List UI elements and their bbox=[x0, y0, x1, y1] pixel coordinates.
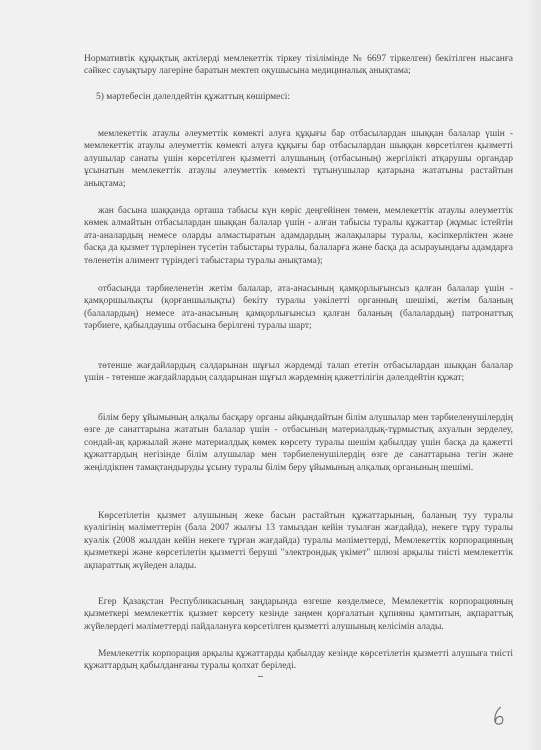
paragraph-consent: Егер Қазақстан Республикасының заңдарында өзгеше көзделмесе, Мемлекеттік корпорацияның қызметкері мемлекеттік қызмет көрсету кезінде заңмен қорғалатын құпияны қамтитын, ақпараттық жүйелердегі мәліметтерді пайдалануға көрсетілген қызметті алушының келісімін алады. bbox=[84, 596, 513, 632]
paragraph-emergency: төтенше жағдайлардың салдарынан шұғыл жәрдемді талап ететін отбасылардан шыққан балалар үшін - төтенше жағдайлардың салдарынан шұғыл жәрдемнің қажеттілігін дәлелдейтін құжат; bbox=[84, 360, 513, 384]
paragraph-low-income: жан басына шаққанда орташа табысы күн көріс деңгейінен төмен, мемлекеттік атаулы әлеуметтік көмек алмайтын отбасылардан шыққан балалар үшін - алған табысы туралы құжаттар (жұмыс істейтін ата-аналардың немесе оларды алмастыратын адамдардың жалақылары туралы, кәсіпкерліктен және басқа да қызмет түрлерінен түсетін табыстары туралы, балаларға және басқа да асырауындағы адамдарға төленетін алимент түріндегі табыстары туралы анықтама); bbox=[84, 205, 513, 266]
paragraph-other-categories: білім беру ұйымының алқалы басқару органы айқындайтын білім алушылар мен тәрбиеленушілердің өзге де санаттарына жататын балалар үшін - отбасының материалдық-тұрмыстық ахуалын зерделеу, сондай-ақ қаржылай және материалдық көмек көрсету туралы шешім қабылдау үшін басқа да қажетті құжаттардың негізінде білім алушылар мен тәрбиеленушілердің өзге де санаттарына тегін және жеңілдікпен тамақтандыруды ұсыну туралы білім беру ұйымының алқалық органының шешімі. bbox=[84, 412, 513, 473]
paragraph-orphans: отбасында тәрбиеленетін жетім балалар, ата-анасының қамқорлығынсыз қалған балалар үшін - қамқоршылықты (қорғаншылықты) бекіту туралы уәкілетті органның шешімі, жетім баланың (балалардың) немесе ата-анасының қамқорлығынсыз қалған баланың (балалардың) патронаттық тәрбиеге, қабылдаушы отбасына берілгені туралы шарт; bbox=[84, 283, 513, 332]
paragraph-social-assistance: мемлекеттік атаулы әлеуметтік көмекті алуға құқығы бар отбасылардан шыққан балалар үшін - мемлекеттік атаулы әлеуметтік көмекті алуға құқығы бар отбасылардан шыққан көрсетілген қызметті алушылар санаты үшін көрсетілген қызметті алушының (отбасының) жергілікті атқарушы органдар ұсынатын мемлекеттік атаулы әлеуметтік көмекті тұтынушылар қатарына жататыны растайтын анықтама; bbox=[84, 128, 513, 189]
handwritten-page-number-mark bbox=[491, 705, 507, 727]
paragraph-information-systems: Көрсетілетін қызмет алушының жеке басын растайтын құжаттарының, баланың туу туралы куәлігінің мәліметтерін (бала 2007 жылғы 13 тамыздан кейін туылған жағдайда), некеге тұру туралы куәлік (2008 жылдан кейін некеге тұрған жағдайда) туралы мәліметтерді, Мемлекеттік корпорацияның қызметкері және көрсетілетін қызметті беруші "электрондық үкімет" шлюзі арқылы тиісті мемлекеттік ақпараттық жүйеден алады. bbox=[84, 510, 513, 571]
paragraph-medical-certificate: Нормативтік құқықтық актілерді мемлекеттік тіркеу тізілімінде № 6697 тіркелген) бекітілген нысанға сәйкес сауықтыру лагеріне баратын мектеп оқушысына медициналық анықтама; bbox=[84, 53, 513, 77]
scan-edge-shadow bbox=[527, 0, 541, 750]
small-dash-mark bbox=[258, 676, 263, 677]
paragraph-receipt: Мемлекеттік корпорация арқылы құжаттарды қабылдау кезінде көрсетілетін қызметті алушыға тиісті құжаттардың қабылданғаны туралы қолхат беріледі. bbox=[84, 648, 513, 672]
paragraph-item-5-heading: 5) мәртебесін дәлелдейтін құжаттың көшірмесі: bbox=[96, 92, 291, 102]
